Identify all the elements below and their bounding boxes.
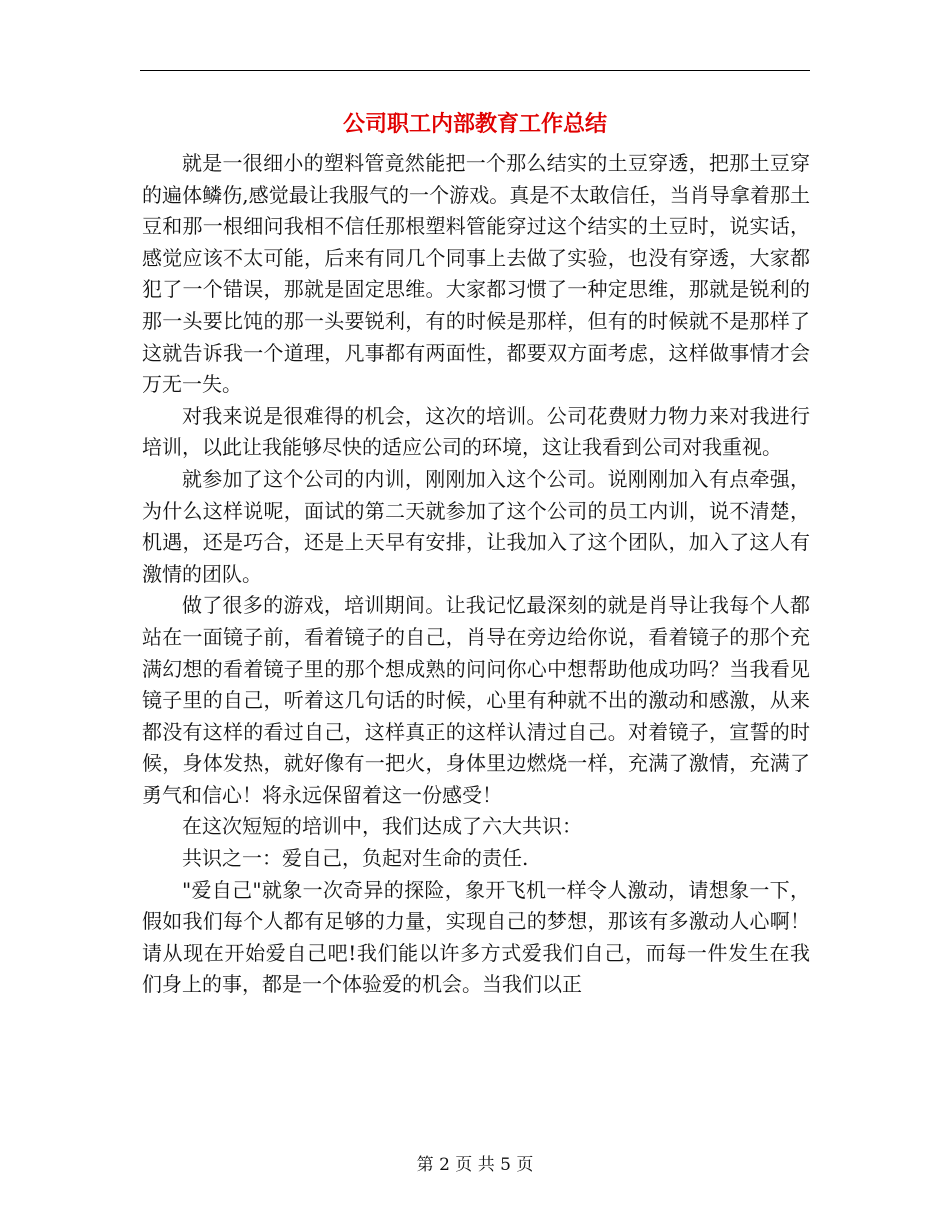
paragraph-4: 做了很多的游戏，培训期间。让我记忆最深刻的就是肖导让我每个人都站在一面镜子前，看着镜子的自己，肖导在旁边给你说，看着镜子的那个充满幻想的看着镜子里的那个想成熟的问问你心中想帮助他成功吗？当我看见镜子里的自己，听着这几句话的时候，心里有种就不出的激动和感激，从来都没有这样的看过自己，这样真正的这样认清过自己。对着镜子，宣誓的时候，身体发热，就好像有一把火，身体里边燃烧一样，充满了激情，充满了勇气和信心！将永远保留着这一份感受！ <box>142 593 810 807</box>
document-body <box>142 148 810 1001</box>
paragraph-2: 对我来说是很难得的机会，这次的培训。公司花费财力物力来对我进行培训，以此让我能够尽快的适应公司的环境，这让我看到公司对我重视。 <box>142 403 810 460</box>
header-rule <box>140 70 810 71</box>
paragraph-3: 就参加了这个公司的内训，刚刚加入这个公司。说刚刚加入有点牵强，为什么这样说呢，面试的第二天就参加了这个公司的员工内训，说不清楚，机遇，还是巧合，还是上天早有安排，让我加入了这个团队，加入了这人有激情的团队。 <box>142 466 810 586</box>
document-title: 公司职工内部教育工作总结 <box>342 111 607 137</box>
paragraph-6: 共识之一：爱自己，负起对生命的责任. <box>182 846 529 871</box>
paragraph-5: 在这次短短的培训中，我们达成了六大共识： <box>182 814 582 839</box>
page-number-footer: 第 2 页 共 5 页 <box>416 1155 534 1175</box>
paragraph-1: 就是一很细小的塑料管竟然能把一个那么结实的土豆穿透，把那土豆穿的遍体鳞伤,感觉最让我服气的一个游戏。真是不太敢信任，当肖导拿着那土豆和那一根细问我相不信任那根塑料管能穿过这个结实的土豆时，说实话，感觉应该不太可能，后来有同几个同事上去做了实验，也没有穿透，大家都犯了一个错误，那就是固定思维。大家都习惯了一种定思维，那就是锐利的那一头要比饨的那一头要锐利，有的时候是那样，但有的时候就不是那样了这就告诉我一个道理，凡事都有两面性，都要双方面考虑，这样做事情才会万无一失。 <box>142 151 810 397</box>
paragraph-7: "爱自己"就象一次奇异的探险，象开飞机一样令人激动，请想象一下，假如我们每个人都有足够的力量，实现自己的梦想，那该有多激动人心啊！请从现在开始爱自己吧!我们能以许多方式爱我们自己，而每一件发生在我们身上的事，都是一个体验爱的机会。当我们以正 <box>142 877 810 997</box>
